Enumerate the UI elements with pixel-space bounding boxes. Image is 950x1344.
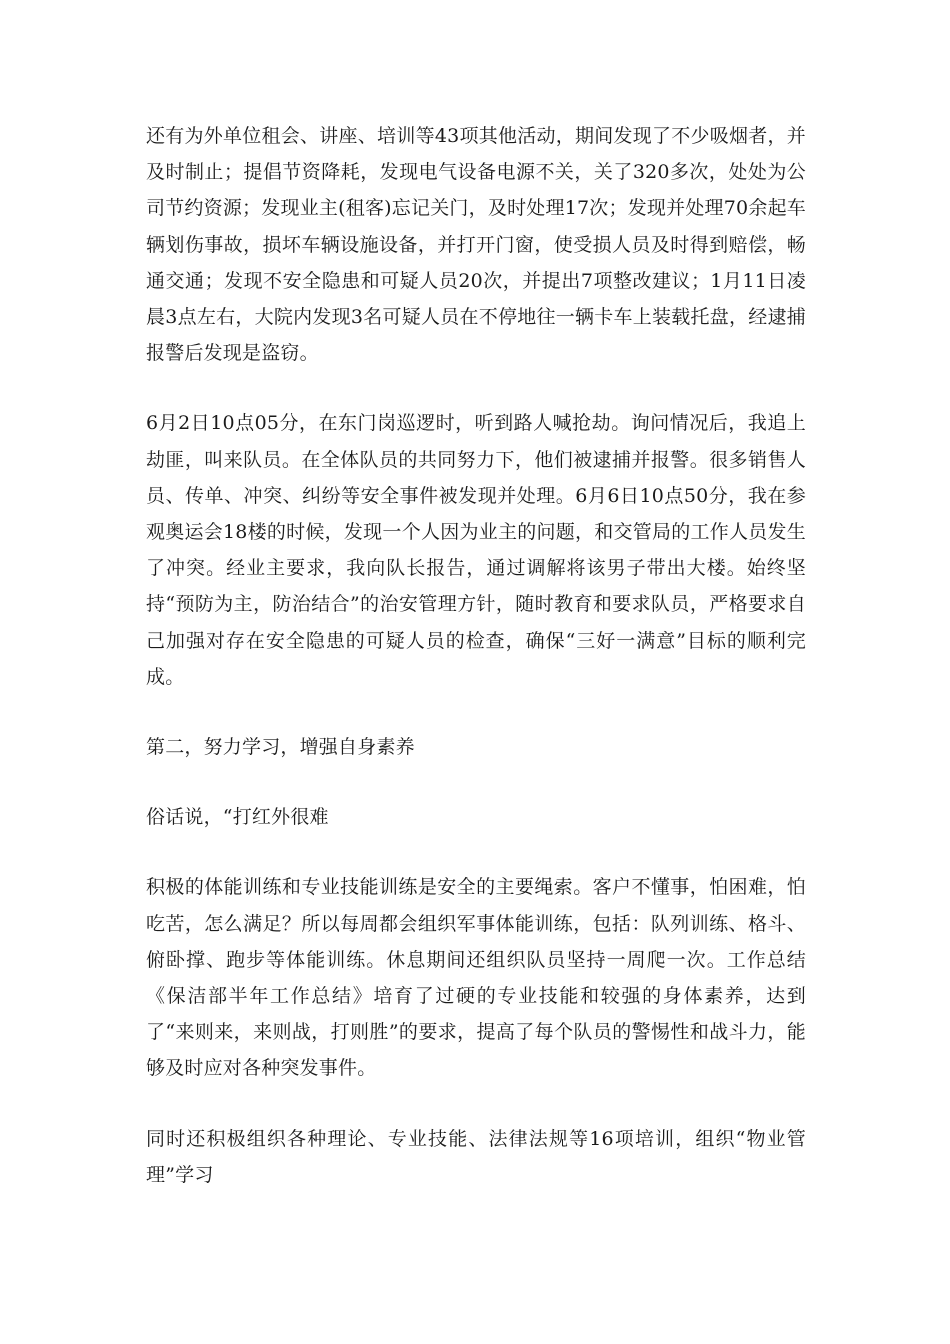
paragraph-saying: 俗话说，“打红外很难 (146, 806, 329, 829)
paragraph-courses: 同时还积极组织各种理论、专业技能、法律法规等16项培训，组织“物业管理”学习 (146, 1127, 806, 1186)
paragraph-training: 积极的体能训练和专业技能训练是安全的主要绳索。客户不懂事，怕困难，怕吃苦，怎么满足？所以每周都会组织军事体能训练，包括：队列训练、格斗、俯卧撑、跑步等体能训练。休息期间还组织队员坚持一周爬一次。工作总结《保洁部半年工作总结》培育了过硬的专业技能和较强的身体素养，达到了“来则来，来则战，打则胜”的要求，提高了每个队员的警惕性和战斗力，能够及时应对各种突发事件。 (146, 876, 806, 1080)
paragraph-activities: 还有为外单位租会、讲座、培训等43项其他活动，期间发现了不少吸烟者，并及时制止；提倡节资降耗，发现电气设备电源不关，关了320多次，处处为公司节约资源；发现业主(租客)忘记关门，及时处理17次；发现并处理70余起车辆划伤事故，损坏车辆设施设备，并打开门窗，使受损人员及时得到赔偿，畅通交通；发现不安全隐患和可疑人员20次，并提出7项整改建议；1月11日凌晨3点左右，大院内发现3名可疑人员在不停地往一辆卡车上装载托盘，经逮捕报警后发现是盗窃。 (146, 125, 806, 365)
paragraph-incidents: 6月2日10点05分，在东门岗巡逻时，听到路人喊抢劫。询问情况后，我追上劫匪，叫来队员。在全体队员的共同努力下，他们被逮捕并报警。很多销售人员、传单、冲突、纠纷等安全事件被发现并处理。6月6日10点50分，我在参观奥运会18楼的时候，发现一个人因为业主的问题，和交管局的工作人员发生了冲突。经业主要求，我向队长报告，通过调解将该男子带出大楼。始终坚持“预防为主，防治结合”的治安管理方针，随时教育和要求队员，严格要求自己加强对存在安全隐患的可疑人员的检查，确保“三好一满意”目标的顺利完成。 (146, 412, 806, 688)
document-body (146, 118, 806, 1227)
section-heading-study: 第二，努力学习，增强自身素养 (146, 736, 415, 759)
